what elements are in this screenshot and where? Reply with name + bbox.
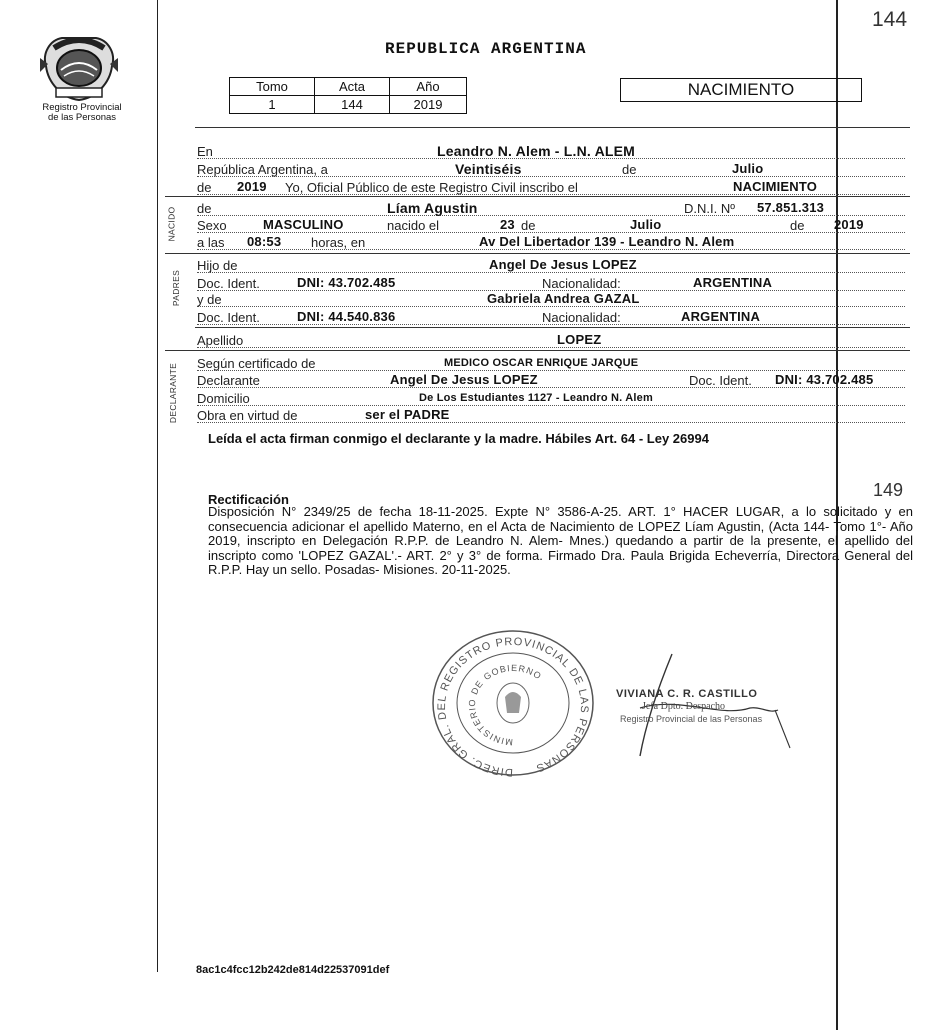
child-dni: 57.851.313 [757,200,825,215]
apellido-value: LOPEZ [557,332,602,347]
section-divider-padres [165,253,910,254]
row-domicilio [197,389,905,406]
row-declarante [197,371,905,388]
document-title: REPUBLICA ARGENTINA [385,40,587,58]
document-hash: 8ac1c4fcc12b242de814d22537091def [196,964,390,976]
de3-label: de [197,201,212,216]
section-divider-nacido [165,196,910,197]
father-name: Angel De Jesus LOPEZ [489,257,637,272]
mother-nationality: ARGENTINA [681,309,761,324]
horas-label: horas, en [311,235,366,250]
birth-place: Av Del Libertador 139 - Leandro N. Alem [479,234,735,249]
section-divider-top [195,127,910,128]
tomo-value: 1 [230,96,315,114]
document-type: NACIMIENTO [687,80,795,99]
section-divider-declarante [165,350,910,351]
yde-label: y de [197,292,222,307]
father-dni: DNI: 43.702.485 [297,275,396,290]
en-label: En [197,144,213,159]
closing-statement: Leída el acta firman conmigo el declarante y la madre. Hábiles Art. 64 - Ley 26994 [208,431,709,446]
birth-month: Julio [630,217,662,232]
domicilio-label: Domicilio [197,391,250,406]
document-type-box [620,78,862,102]
day-value: Veintiséis [455,161,522,177]
mother-name: Gabriela Andrea GAZAL [487,291,640,306]
mother-dni: DNI: 44.540.836 [297,309,396,324]
de2-label: de [197,180,212,195]
declarante-label: Declarante [197,373,260,388]
certificado-value: MEDICO OSCAR ENRIQUE JARQUE [444,357,639,369]
row-official [197,178,905,195]
row-hijo [197,256,905,273]
inscribe-value: NACIMIENTO [733,179,818,194]
official-seal [429,627,597,779]
misiones-logo [34,28,124,104]
tomo-acta-table [229,77,467,114]
official-text: Yo, Oficial Público de este Registro Civil inscribo el [285,180,578,195]
registry-name-line2: de las Personas [47,112,117,123]
child-name: Líam Agustin [387,200,478,216]
de4-label: de [521,218,536,233]
de5-label: de [790,218,805,233]
row-mother-doc [197,308,905,325]
nacido-label: nacido el [387,218,440,233]
row-father-doc [197,274,905,291]
section-label-padres: PADRES [171,269,182,307]
svg-text:MINISTERIO DE GOBIERNO [467,663,544,747]
segun-label: Según certificado de [197,356,316,371]
obra-value: ser el PADRE [365,407,450,422]
birth-year: 2019 [834,217,864,232]
row-name [197,199,905,216]
nacionalidad-label: Nacionalidad: [542,276,621,291]
nacionalidad-label-2: Nacionalidad: [542,310,621,325]
row-republica [197,160,905,177]
de-label: de [622,162,637,177]
anio-header: Año [390,78,467,96]
dni-label: D.N.I. Nº [684,201,735,216]
row-sexo [197,216,905,233]
seal-inner-text: MINISTERIO DE GOBIERNO [466,662,544,748]
rectificacion-body: Disposición N° 2349/25 de fecha 18-11-2025. Expte N° 3586-A-25. ART. 1° HACER LUGAR, a lo solicitado y en consecuencia adicionar el apellido Materno, en el Acta de Nacimiento de LOPEZ Líam Agustin, (Acta 144- Tomo 1°- Año 2019, inscripto en Delegación R.P.P. de Leandro N. Alem- Mnes.) quedando a partir de la presente, el apellido del inscripto como 'LOPEZ GAZAL'.- ART. 2° y 3° de forma. Firmado Dra. Paula Brigida Echeverría, Directora General del R.P.P. Hay un sello. Posadas- Misiones. 20-11-2025. [208,504,913,578]
doc-ident-label-3: Doc. Ident. [689,373,752,388]
row-apellido [197,331,905,348]
declarante-value: Angel De Jesus LOPEZ [390,372,538,387]
signer-name: VIVIANA C. R. CASTILLO [616,688,758,700]
year-value: 2019 [237,179,267,194]
birth-time: 08:53 [247,234,282,249]
section-label-declarante: DECLARANTE [168,362,179,424]
signer-role: Jefa Dpto. Despacho [642,701,726,712]
row-obra [197,406,905,423]
declarante-dni: DNI: 43.702.485 [775,372,874,387]
acta-header: Acta [315,78,390,96]
seal-outer-text: DIREC. GRAL. DEL REGISTRO PROVINCIAL DE LAS PERSONAS [436,635,591,779]
row-mother [197,290,905,307]
row-certificado [197,354,905,371]
alas-label: a las [197,235,225,250]
father-nationality: ARGENTINA [693,275,773,290]
rectification-number: 149 [873,480,904,500]
left-margin-rule [157,0,158,972]
locality-value: Leandro N. Alem - L.N. ALEM [437,143,636,159]
row-en [197,142,905,159]
section-label-nacido: NACIDO [166,206,177,242]
sexo-label: Sexo [197,218,227,233]
apellido-label: Apellido [197,333,244,348]
month-value: Julio [732,161,764,176]
birth-day: 23 [500,217,515,232]
row-time-place [197,233,905,250]
rectificacion-title: Rectificación [208,492,289,507]
domicilio-value: De Los Estudiantes 1127 - Leandro N. Alem [419,392,653,404]
anio-value: 2019 [390,96,467,114]
signer-org: Registro Provincial de las Personas [620,714,763,724]
section-divider-apellido [195,327,910,328]
obra-label: Obra en virtud de [197,408,298,423]
tomo-header: Tomo [230,78,315,96]
acta-value: 144 [315,96,390,114]
doc-ident-label-2: Doc. Ident. [197,310,260,325]
republica-label: República Argentina, a [197,162,328,177]
hijo-label: Hijo de [197,258,238,273]
sexo-value: MASCULINO [263,217,344,232]
doc-ident-label: Doc. Ident. [197,276,260,291]
registry-name-line1: Registro Provincial [42,102,122,113]
page-number: 144 [872,8,908,31]
